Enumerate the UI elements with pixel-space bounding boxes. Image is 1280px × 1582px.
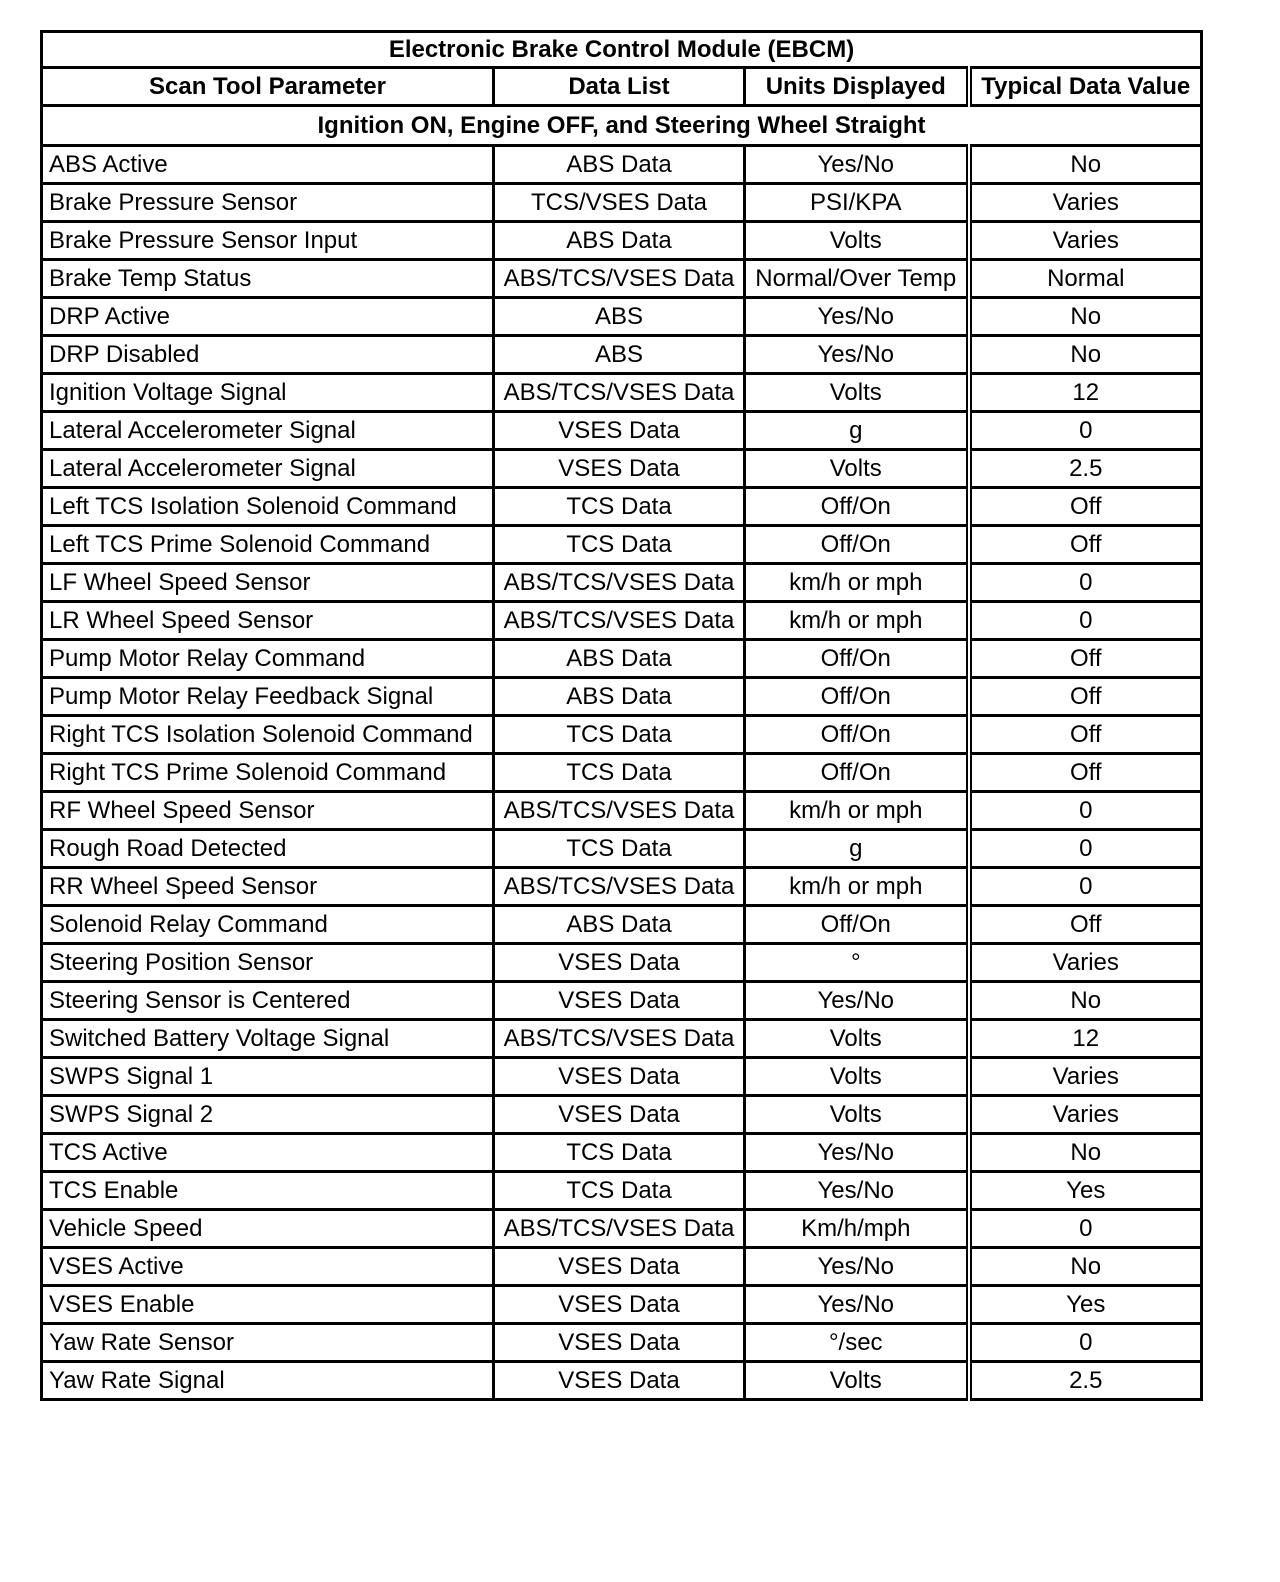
- cell-parameter: Brake Pressure Sensor Input: [42, 222, 494, 260]
- cell-data-list: ABS: [494, 298, 745, 336]
- cell-units: Off/On: [745, 678, 969, 716]
- cell-data-list: TCS Data: [494, 754, 745, 792]
- cell-typical-value: 0: [969, 412, 1202, 450]
- cell-units: Off/On: [745, 716, 969, 754]
- cell-typical-value: No: [969, 146, 1202, 184]
- table-row: [42, 830, 1202, 868]
- table-row: [42, 868, 1202, 906]
- cell-data-list: VSES Data: [494, 1286, 745, 1324]
- cell-data-list: VSES Data: [494, 450, 745, 488]
- cell-units: km/h or mph: [745, 792, 969, 830]
- table-row: [42, 450, 1202, 488]
- cell-typical-value: Yes: [969, 1286, 1202, 1324]
- cell-typical-value: Yes: [969, 1172, 1202, 1210]
- cell-typical-value: 0: [969, 868, 1202, 906]
- cell-parameter: Lateral Accelerometer Signal: [42, 412, 494, 450]
- table-title: Electronic Brake Control Module (EBCM): [42, 32, 1202, 68]
- cell-typical-value: No: [969, 336, 1202, 374]
- cell-typical-value: Off: [969, 488, 1202, 526]
- cell-typical-value: No: [969, 1134, 1202, 1172]
- cell-units: g: [745, 412, 969, 450]
- cell-units: Yes/No: [745, 146, 969, 184]
- table-row: [42, 906, 1202, 944]
- cell-data-list: VSES Data: [494, 982, 745, 1020]
- column-header-typical-value: Typical Data Value: [969, 68, 1202, 106]
- condition-label: Ignition ON, Engine OFF, and Steering Wheel Straight: [42, 106, 1202, 146]
- cell-typical-value: Varies: [969, 222, 1202, 260]
- cell-data-list: TCS Data: [494, 830, 745, 868]
- cell-data-list: VSES Data: [494, 944, 745, 982]
- cell-typical-value: No: [969, 982, 1202, 1020]
- cell-parameter: Vehicle Speed: [42, 1210, 494, 1248]
- cell-units: Off/On: [745, 640, 969, 678]
- cell-parameter: Yaw Rate Signal: [42, 1362, 494, 1400]
- cell-units: Off/On: [745, 906, 969, 944]
- cell-typical-value: Varies: [969, 944, 1202, 982]
- cell-parameter: Switched Battery Voltage Signal: [42, 1020, 494, 1058]
- table-row: [42, 1210, 1202, 1248]
- cell-data-list: ABS/TCS/VSES Data: [494, 602, 745, 640]
- cell-units: Yes/No: [745, 982, 969, 1020]
- table-row: [42, 526, 1202, 564]
- table-row: [42, 1096, 1202, 1134]
- cell-typical-value: 0: [969, 792, 1202, 830]
- cell-units: km/h or mph: [745, 602, 969, 640]
- table-row: [42, 298, 1202, 336]
- table-row: [42, 1248, 1202, 1286]
- table-row: [42, 1324, 1202, 1362]
- cell-data-list: VSES Data: [494, 1248, 745, 1286]
- table-row: [42, 944, 1202, 982]
- cell-parameter: Pump Motor Relay Feedback Signal: [42, 678, 494, 716]
- column-header-parameter: Scan Tool Parameter: [42, 68, 494, 106]
- table-row: [42, 1134, 1202, 1172]
- cell-data-list: TCS Data: [494, 716, 745, 754]
- cell-data-list: ABS Data: [494, 146, 745, 184]
- cell-typical-value: 0: [969, 564, 1202, 602]
- table-row: [42, 1286, 1202, 1324]
- cell-parameter: VSES Enable: [42, 1286, 494, 1324]
- cell-data-list: VSES Data: [494, 1058, 745, 1096]
- cell-typical-value: 12: [969, 1020, 1202, 1058]
- cell-parameter: TCS Active: [42, 1134, 494, 1172]
- cell-parameter: Rough Road Detected: [42, 830, 494, 868]
- cell-data-list: TCS Data: [494, 488, 745, 526]
- cell-data-list: ABS/TCS/VSES Data: [494, 1210, 745, 1248]
- cell-data-list: ABS Data: [494, 222, 745, 260]
- cell-typical-value: Varies: [969, 1058, 1202, 1096]
- cell-units: Volts: [745, 1058, 969, 1096]
- table-row: [42, 488, 1202, 526]
- table-row: [42, 1058, 1202, 1096]
- cell-parameter: Yaw Rate Sensor: [42, 1324, 494, 1362]
- table-row: [42, 374, 1202, 412]
- cell-parameter: TCS Enable: [42, 1172, 494, 1210]
- cell-parameter: RR Wheel Speed Sensor: [42, 868, 494, 906]
- table-header-row: [42, 68, 1202, 106]
- cell-units: Volts: [745, 222, 969, 260]
- cell-parameter: Steering Sensor is Centered: [42, 982, 494, 1020]
- column-header-data-list: Data List: [494, 68, 745, 106]
- cell-data-list: ABS/TCS/VSES Data: [494, 868, 745, 906]
- cell-units: km/h or mph: [745, 868, 969, 906]
- cell-data-list: VSES Data: [494, 1362, 745, 1400]
- cell-parameter: SWPS Signal 1: [42, 1058, 494, 1096]
- cell-parameter: ABS Active: [42, 146, 494, 184]
- cell-parameter: LR Wheel Speed Sensor: [42, 602, 494, 640]
- cell-units: Yes/No: [745, 298, 969, 336]
- cell-parameter: Left TCS Prime Solenoid Command: [42, 526, 494, 564]
- condition-row: [42, 106, 1202, 146]
- cell-data-list: ABS Data: [494, 640, 745, 678]
- table-row: [42, 412, 1202, 450]
- cell-units: Normal/Over Temp: [745, 260, 969, 298]
- table-row: [42, 260, 1202, 298]
- cell-typical-value: 0: [969, 1324, 1202, 1362]
- column-header-units: Units Displayed: [745, 68, 969, 106]
- cell-parameter: Ignition Voltage Signal: [42, 374, 494, 412]
- cell-typical-value: 0: [969, 602, 1202, 640]
- table-row: [42, 222, 1202, 260]
- cell-parameter: Steering Position Sensor: [42, 944, 494, 982]
- cell-parameter: DRP Active: [42, 298, 494, 336]
- cell-parameter: Right TCS Isolation Solenoid Command: [42, 716, 494, 754]
- cell-parameter: VSES Active: [42, 1248, 494, 1286]
- cell-units: °/sec: [745, 1324, 969, 1362]
- cell-units: Off/On: [745, 488, 969, 526]
- cell-data-list: TCS Data: [494, 1134, 745, 1172]
- cell-parameter: Brake Pressure Sensor: [42, 184, 494, 222]
- cell-data-list: TCS Data: [494, 1172, 745, 1210]
- cell-parameter: Solenoid Relay Command: [42, 906, 494, 944]
- cell-data-list: ABS: [494, 336, 745, 374]
- cell-parameter: Right TCS Prime Solenoid Command: [42, 754, 494, 792]
- table-title-row: [42, 32, 1202, 68]
- cell-units: Yes/No: [745, 1286, 969, 1324]
- cell-units: Volts: [745, 1096, 969, 1134]
- cell-parameter: Brake Temp Status: [42, 260, 494, 298]
- cell-data-list: TCS/VSES Data: [494, 184, 745, 222]
- ebcm-data-table-container: [40, 30, 1200, 1401]
- cell-typical-value: 0: [969, 1210, 1202, 1248]
- cell-data-list: ABS/TCS/VSES Data: [494, 260, 745, 298]
- table-row: [42, 602, 1202, 640]
- cell-typical-value: 12: [969, 374, 1202, 412]
- cell-data-list: VSES Data: [494, 412, 745, 450]
- cell-data-list: ABS/TCS/VSES Data: [494, 792, 745, 830]
- cell-typical-value: No: [969, 1248, 1202, 1286]
- cell-units: Volts: [745, 450, 969, 488]
- table-row: [42, 792, 1202, 830]
- cell-typical-value: 0: [969, 830, 1202, 868]
- cell-units: Volts: [745, 1020, 969, 1058]
- cell-units: Km/h/mph: [745, 1210, 969, 1248]
- cell-data-list: ABS/TCS/VSES Data: [494, 374, 745, 412]
- table-row: [42, 184, 1202, 222]
- cell-parameter: Left TCS Isolation Solenoid Command: [42, 488, 494, 526]
- cell-parameter: LF Wheel Speed Sensor: [42, 564, 494, 602]
- cell-units: Volts: [745, 374, 969, 412]
- cell-typical-value: Off: [969, 678, 1202, 716]
- cell-units: km/h or mph: [745, 564, 969, 602]
- cell-units: Off/On: [745, 526, 969, 564]
- cell-typical-value: Off: [969, 640, 1202, 678]
- cell-typical-value: No: [969, 298, 1202, 336]
- cell-typical-value: 2.5: [969, 1362, 1202, 1400]
- table-row: [42, 754, 1202, 792]
- cell-parameter: DRP Disabled: [42, 336, 494, 374]
- table-row: [42, 1020, 1202, 1058]
- cell-units: Yes/No: [745, 1172, 969, 1210]
- cell-typical-value: Off: [969, 906, 1202, 944]
- table-row: [42, 716, 1202, 754]
- cell-typical-value: Normal: [969, 260, 1202, 298]
- table-row: [42, 640, 1202, 678]
- cell-units: Off/On: [745, 754, 969, 792]
- cell-typical-value: Off: [969, 716, 1202, 754]
- cell-parameter: RF Wheel Speed Sensor: [42, 792, 494, 830]
- cell-units: Volts: [745, 1362, 969, 1400]
- cell-typical-value: Varies: [969, 184, 1202, 222]
- ebcm-data-table: [40, 30, 1203, 1401]
- cell-data-list: VSES Data: [494, 1324, 745, 1362]
- cell-parameter: SWPS Signal 2: [42, 1096, 494, 1134]
- cell-parameter: Lateral Accelerometer Signal: [42, 450, 494, 488]
- cell-data-list: ABS/TCS/VSES Data: [494, 1020, 745, 1058]
- table-row: [42, 982, 1202, 1020]
- cell-units: PSI/KPA: [745, 184, 969, 222]
- cell-data-list: ABS/TCS/VSES Data: [494, 564, 745, 602]
- cell-parameter: Pump Motor Relay Command: [42, 640, 494, 678]
- cell-units: Yes/No: [745, 1134, 969, 1172]
- cell-units: Yes/No: [745, 1248, 969, 1286]
- cell-units: °: [745, 944, 969, 982]
- table-row: [42, 1172, 1202, 1210]
- cell-data-list: TCS Data: [494, 526, 745, 564]
- cell-typical-value: Off: [969, 526, 1202, 564]
- cell-typical-value: Varies: [969, 1096, 1202, 1134]
- cell-units: g: [745, 830, 969, 868]
- table-row: [42, 1362, 1202, 1400]
- cell-typical-value: 2.5: [969, 450, 1202, 488]
- cell-units: Yes/No: [745, 336, 969, 374]
- cell-data-list: ABS Data: [494, 906, 745, 944]
- cell-typical-value: Off: [969, 754, 1202, 792]
- cell-data-list: ABS Data: [494, 678, 745, 716]
- cell-data-list: VSES Data: [494, 1096, 745, 1134]
- table-row: [42, 336, 1202, 374]
- table-row: [42, 146, 1202, 184]
- table-row: [42, 678, 1202, 716]
- table-row: [42, 564, 1202, 602]
